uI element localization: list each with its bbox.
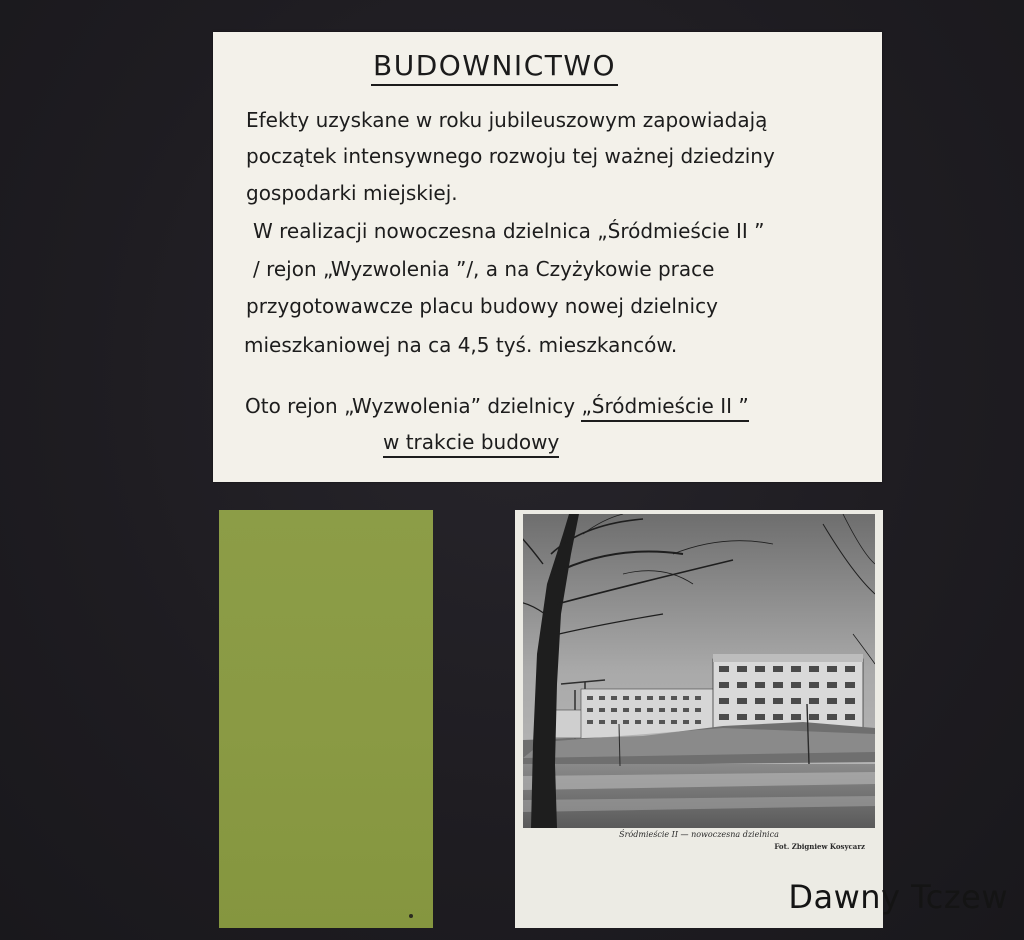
pin-mark [409, 914, 413, 918]
card-title: BUDOWNICTWO [371, 50, 618, 86]
card-text-line: mieszkaniowej na ca 4,5 tyś. mieszkanców. [244, 333, 678, 357]
watermark: Dawny Tczew [788, 878, 1008, 916]
closing-district-name: „Śródmieście II ” [581, 394, 748, 422]
closing-under-construction: w trakcie budowy [383, 430, 559, 458]
newspaper-clipping [515, 510, 883, 928]
card-closing-line [245, 394, 749, 418]
construction-photo-image [523, 514, 875, 828]
photo-credit: Fot. Zbigniew Kosycarz [774, 842, 865, 851]
card-text-line: przygotowawcze placu budowy nowej dzielnicy [246, 294, 718, 318]
card-text-line: Efekty uzyskane w roku jubileuszowym zapowiadają [246, 108, 768, 132]
card-text-line: gospodarki miejskiej. [246, 181, 458, 205]
construction-photo [523, 514, 875, 828]
green-paper-panel [219, 510, 433, 928]
closing-prefix: Oto rejon „Wyzwolenia” dzielnicy [245, 394, 576, 418]
photo-caption: Śródmieście II — nowoczesna dzielnica [619, 830, 779, 839]
card-text-line: początek intensywnego rozwoju tej ważnej dziedziny [246, 144, 775, 168]
info-card [213, 32, 882, 482]
card-closing-line-2 [383, 430, 559, 454]
card-text-line: / rejon „Wyzwolenia ”/, a na Czyżykowie prace [253, 257, 715, 281]
card-text-line: W realizacji nowoczesna dzielnica „Śródmieście II ” [253, 219, 765, 243]
